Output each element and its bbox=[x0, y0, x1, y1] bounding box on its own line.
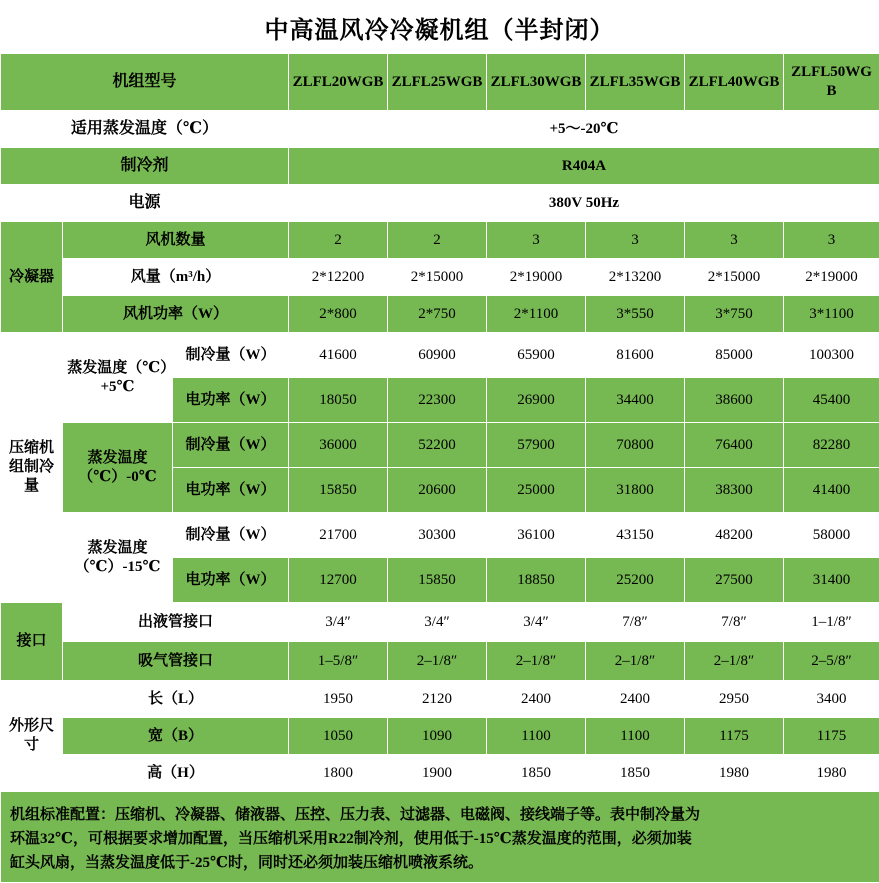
value-refrigerant: R404A bbox=[289, 148, 879, 185]
table-row-power-supply bbox=[1, 185, 879, 222]
row-label-liquid-port: 出液管接口 bbox=[63, 603, 289, 642]
cell-liquid-port-3: 3/4″ bbox=[487, 603, 586, 642]
cell-fan-power-6: 3*1100 bbox=[784, 296, 879, 333]
table-row-cap-m15-cooling bbox=[1, 513, 879, 558]
group-label-evap-0: 蒸发温度（℃）-0℃ bbox=[63, 423, 173, 513]
row-label-power-0: 电功率（W） bbox=[173, 468, 289, 513]
cell-length-3: 2400 bbox=[487, 681, 586, 718]
table-row-model-header bbox=[1, 54, 879, 111]
group-label-evap-p5: 蒸发温度（℃）+5℃ bbox=[63, 333, 173, 423]
cell-air-volume-2: 2*15000 bbox=[388, 259, 487, 296]
cell-fan-count-4: 3 bbox=[586, 222, 685, 259]
cell-liquid-port-5: 7/8″ bbox=[685, 603, 784, 642]
cell-width-5: 1175 bbox=[685, 718, 784, 755]
note-block bbox=[1, 792, 879, 883]
row-label-fan-power: 风机功率（W） bbox=[63, 296, 289, 333]
row-label-cooling-m15: 制冷量（W） bbox=[173, 513, 289, 558]
cell-air-volume-3: 2*19000 bbox=[487, 259, 586, 296]
cell-cooling-m15-4: 43150 bbox=[586, 513, 685, 558]
cell-width-4: 1100 bbox=[586, 718, 685, 755]
cell-height-4: 1850 bbox=[586, 755, 685, 792]
cell-power-m15-3: 18850 bbox=[487, 558, 586, 603]
section-label-capacity: 压缩机组制冷量 bbox=[1, 333, 63, 603]
cell-cooling-0-1: 36000 bbox=[289, 423, 388, 468]
cell-length-2: 2120 bbox=[388, 681, 487, 718]
cell-length-6: 3400 bbox=[784, 681, 879, 718]
cell-suction-port-6: 2–5/8″ bbox=[784, 642, 879, 681]
cell-length-4: 2400 bbox=[586, 681, 685, 718]
cell-power-p5-6: 45400 bbox=[784, 378, 879, 423]
row-label-height: 高（H） bbox=[63, 755, 289, 792]
table-row-refrigerant bbox=[1, 148, 879, 185]
row-label-evap-temp-range: 适用蒸发温度（℃） bbox=[1, 111, 289, 148]
table-row-length bbox=[1, 681, 879, 718]
cell-fan-count-5: 3 bbox=[685, 222, 784, 259]
cell-cooling-0-5: 76400 bbox=[685, 423, 784, 468]
note-line-2: 环温32℃，可根据要求增加配置，当压缩机采用R22制冷剂，使用低于-15℃蒸发温度的范围，必须加装 bbox=[10, 827, 870, 851]
section-label-dimensions: 外形尺寸 bbox=[1, 681, 63, 792]
table-row-width bbox=[1, 718, 879, 755]
cell-width-2: 1090 bbox=[388, 718, 487, 755]
note-line-1: 机组标准配置：压缩机、冷凝器、储液器、压控、压力表、过滤器、电磁阀、接线端子等。表中制冷量为 bbox=[10, 803, 870, 827]
cell-width-3: 1100 bbox=[487, 718, 586, 755]
cell-length-1: 1950 bbox=[289, 681, 388, 718]
row-label-fan-count: 风机数量 bbox=[63, 222, 289, 259]
table-row-fan-count bbox=[1, 222, 879, 259]
model-col-1: ZLFL20WGB bbox=[289, 54, 388, 111]
table-row-cap-0-cooling bbox=[1, 423, 879, 468]
cell-fan-power-1: 2*800 bbox=[289, 296, 388, 333]
row-label-power-p5: 电功率（W） bbox=[173, 378, 289, 423]
cell-width-6: 1175 bbox=[784, 718, 879, 755]
table-row-note bbox=[1, 792, 879, 883]
cell-power-0-1: 15850 bbox=[289, 468, 388, 513]
row-label-refrigerant: 制冷剂 bbox=[1, 148, 289, 185]
table-row-cap-p5-cooling bbox=[1, 333, 879, 378]
table-row-evap-temp-range bbox=[1, 111, 879, 148]
row-label-cooling-p5: 制冷量（W） bbox=[173, 333, 289, 378]
cell-height-5: 1980 bbox=[685, 755, 784, 792]
section-label-condenser: 冷凝器 bbox=[1, 222, 63, 333]
cell-fan-count-1: 2 bbox=[289, 222, 388, 259]
cell-fan-power-3: 2*1100 bbox=[487, 296, 586, 333]
cell-power-m15-2: 15850 bbox=[388, 558, 487, 603]
cell-cooling-0-3: 57900 bbox=[487, 423, 586, 468]
cell-suction-port-2: 2–1/8″ bbox=[388, 642, 487, 681]
cell-power-m15-4: 25200 bbox=[586, 558, 685, 603]
row-label-power-m15: 电功率（W） bbox=[173, 558, 289, 603]
row-label-air-volume: 风量（m³/h） bbox=[63, 259, 289, 296]
cell-cooling-p5-5: 85000 bbox=[685, 333, 784, 378]
cell-suction-port-1: 1–5/8″ bbox=[289, 642, 388, 681]
table-row-air-volume bbox=[1, 259, 879, 296]
cell-power-0-6: 41400 bbox=[784, 468, 879, 513]
row-label-cooling-0: 制冷量（W） bbox=[173, 423, 289, 468]
cell-fan-power-4: 3*550 bbox=[586, 296, 685, 333]
model-col-2: ZLFL25WGB bbox=[388, 54, 487, 111]
cell-air-volume-5: 2*15000 bbox=[685, 259, 784, 296]
cell-liquid-port-1: 3/4″ bbox=[289, 603, 388, 642]
cell-cooling-m15-2: 30300 bbox=[388, 513, 487, 558]
cell-power-p5-4: 34400 bbox=[586, 378, 685, 423]
row-label-suction-port: 吸气管接口 bbox=[63, 642, 289, 681]
cell-air-volume-4: 2*13200 bbox=[586, 259, 685, 296]
model-col-3: ZLFL30WGB bbox=[487, 54, 586, 111]
cell-cooling-p5-4: 81600 bbox=[586, 333, 685, 378]
cell-cooling-p5-1: 41600 bbox=[289, 333, 388, 378]
group-label-evap-m15: 蒸发温度（℃）-15℃ bbox=[63, 513, 173, 603]
cell-power-m15-6: 31400 bbox=[784, 558, 879, 603]
section-label-ports: 接口 bbox=[1, 603, 63, 681]
table-row-height bbox=[1, 755, 879, 792]
note-line-3: 缸头风扇，当蒸发温度低于-25℃时，同时还必须加装压缩机喷液系统。 bbox=[10, 851, 870, 875]
cell-cooling-p5-2: 60900 bbox=[388, 333, 487, 378]
cell-power-p5-2: 22300 bbox=[388, 378, 487, 423]
cell-cooling-p5-6: 100300 bbox=[784, 333, 879, 378]
cell-length-5: 2950 bbox=[685, 681, 784, 718]
cell-power-0-4: 31800 bbox=[586, 468, 685, 513]
table-row-suction-port bbox=[1, 642, 879, 681]
cell-liquid-port-6: 1–1/8″ bbox=[784, 603, 879, 642]
model-col-5: ZLFL40WGB bbox=[685, 54, 784, 111]
specification-table bbox=[0, 53, 879, 883]
table-row-fan-power bbox=[1, 296, 879, 333]
cell-cooling-m15-6: 58000 bbox=[784, 513, 879, 558]
cell-power-0-2: 20600 bbox=[388, 468, 487, 513]
cell-height-2: 1900 bbox=[388, 755, 487, 792]
row-label-length: 长（L） bbox=[63, 681, 289, 718]
cell-suction-port-3: 2–1/8″ bbox=[487, 642, 586, 681]
cell-fan-count-2: 2 bbox=[388, 222, 487, 259]
table-row-liquid-port bbox=[1, 603, 879, 642]
cell-power-0-3: 25000 bbox=[487, 468, 586, 513]
cell-suction-port-4: 2–1/8″ bbox=[586, 642, 685, 681]
cell-height-3: 1850 bbox=[487, 755, 586, 792]
value-power-supply: 380V 50Hz bbox=[289, 185, 879, 222]
row-label-power-supply: 电源 bbox=[1, 185, 289, 222]
cell-cooling-p5-3: 65900 bbox=[487, 333, 586, 378]
cell-power-p5-3: 26900 bbox=[487, 378, 586, 423]
cell-power-p5-1: 18050 bbox=[289, 378, 388, 423]
cell-liquid-port-2: 3/4″ bbox=[388, 603, 487, 642]
cell-fan-power-5: 3*750 bbox=[685, 296, 784, 333]
model-header-label: 机组型号 bbox=[1, 54, 289, 111]
cell-air-volume-1: 2*12200 bbox=[289, 259, 388, 296]
cell-height-1: 1800 bbox=[289, 755, 388, 792]
page-title: 中高温风冷冷凝机组（半封闭） bbox=[0, 0, 879, 53]
cell-power-0-5: 38300 bbox=[685, 468, 784, 513]
cell-suction-port-5: 2–1/8″ bbox=[685, 642, 784, 681]
cell-air-volume-6: 2*19000 bbox=[784, 259, 879, 296]
cell-fan-count-3: 3 bbox=[487, 222, 586, 259]
model-col-4: ZLFL35WGB bbox=[586, 54, 685, 111]
cell-power-m15-5: 27500 bbox=[685, 558, 784, 603]
cell-cooling-0-4: 70800 bbox=[586, 423, 685, 468]
value-evap-temp-range: +5～-20℃ bbox=[289, 111, 879, 148]
cell-cooling-0-2: 52200 bbox=[388, 423, 487, 468]
cell-cooling-m15-5: 48200 bbox=[685, 513, 784, 558]
cell-power-p5-5: 38600 bbox=[685, 378, 784, 423]
cell-fan-power-2: 2*750 bbox=[388, 296, 487, 333]
cell-fan-count-6: 3 bbox=[784, 222, 879, 259]
cell-width-1: 1050 bbox=[289, 718, 388, 755]
cell-cooling-0-6: 82280 bbox=[784, 423, 879, 468]
cell-height-6: 1980 bbox=[784, 755, 879, 792]
cell-liquid-port-4: 7/8″ bbox=[586, 603, 685, 642]
cell-cooling-m15-1: 21700 bbox=[289, 513, 388, 558]
cell-power-m15-1: 12700 bbox=[289, 558, 388, 603]
row-label-width: 宽（B） bbox=[63, 718, 289, 755]
model-col-6: ZLFL50WGB bbox=[784, 54, 879, 111]
cell-cooling-m15-3: 36100 bbox=[487, 513, 586, 558]
